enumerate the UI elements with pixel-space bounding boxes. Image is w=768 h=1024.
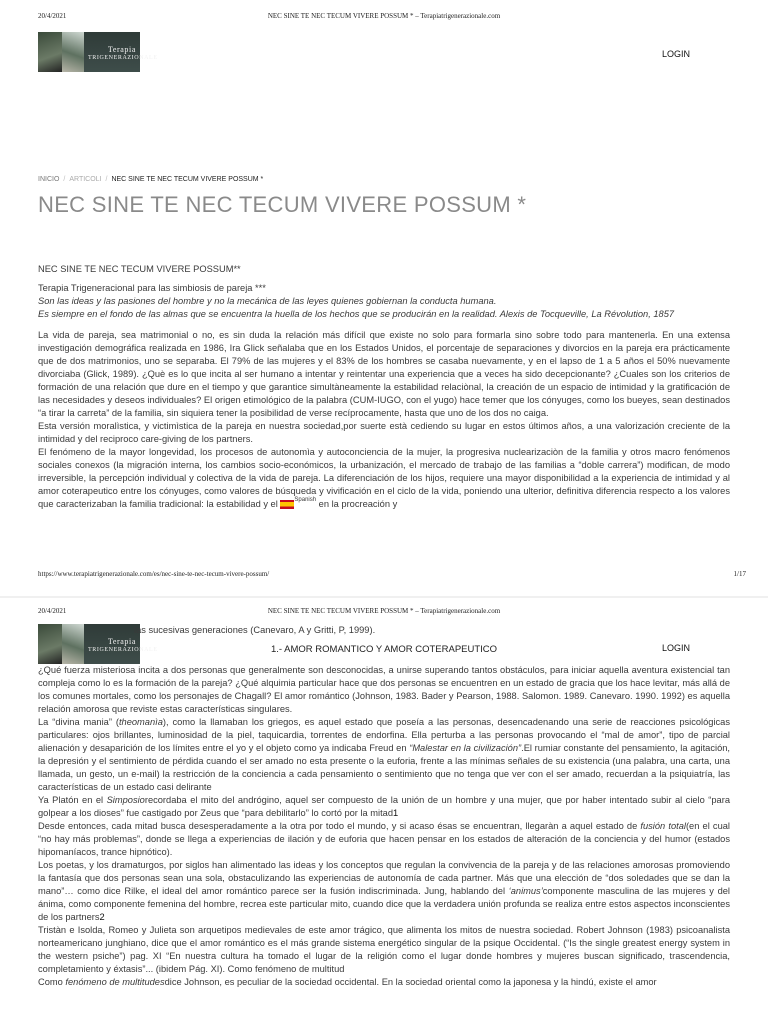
article-body-1 [38, 263, 730, 513]
breadcrumb-separator: / [105, 176, 108, 183]
print-url: https://www.terapiatrigenerazionale.com/es/nec-sine-te-nec-tecum-vivere-possum/ [38, 570, 270, 578]
page-title: NEC SINE TE NEC TECUM VIVERE POSSUM * [38, 192, 527, 217]
logo-photo-left [38, 32, 62, 72]
paragraph: La “divina mania” (theomanìa), como la llamaban los griegos, es aquel estado que poseía a las personas, desencadenando una serie de reacciones psicológicas particulares: ojos brillantes, luminosidad de la piel, taquicardia, torrentes de endorfina. Ella perturba a las personas provocando el “mal de amor”, tipo de parcial alienación y desaparición de los límites entre el yo y el objeto como ya indicaba Freud en “Malestar en la civilización”.El rumiar constante del pensamiento, la agitación, la depresión y el sentimiento de pérdida cuando el ser amado no esta presente o la euforia, frente a las mínimas señales de su existencia (una palabra, una carta, una llamada, un gesto, un e-mail) la restricción de la conciencia a cada pensamiento o sentimiento que no tenga que ver con el ser amado, recuerdan a la psiquiatría, las características de un estado casi delirante [38, 717, 730, 792]
paragraph: Desde entonces, cada mitad busca desesperadamente a la otra por todo el mundo, y si acaso ésas se encuentran, llegaràn a aquel estado de fusión total(en el cual “no hay más problemas”, donde se llega a experiencias de ilación y de euforia que hacen pensar en los estados de alteración de la conciencia y del humor (estados hipomaníacos, trance hipnótico). [38, 821, 730, 857]
print-page-number: 1/17 [733, 570, 746, 578]
language-label[interactable]: Spanish [294, 497, 317, 503]
quote-1: Son las ideas y las pasiones del hombre y no la mecánica de las leyes quienes gobiernan la conducta humana. [38, 296, 497, 306]
breadcrumb-separator: / [63, 176, 66, 183]
print-date: 20/4/2021 [38, 12, 67, 20]
spanish-flag-icon[interactable] [280, 500, 294, 509]
paragraph: El fenómeno de la mayor longevidad, los procesos de autonomìa y autoconciencia de la mujer, la progresiva nuclearizaciòn de la familia y otros macro fenómenos sociales conexos (la migración interna, los cambios socio-económicos, la urbanización, el mercado de trabajo de las familias a “doble carrera”) modifican, de modo irreversible, la percepción individual y colectiva de la vida de pareja. La diferenciación de los hijos, requiere una mayor disponibilidad a la experiencia de intimidad y al amor coterapeutico entre los cónyuges, como valores de búsqueda y vivificación en el ciclo de la vida, poniendo una ulterior, definitiva diferencia respecto a los valores que caracterizaban la familia tradicional: la estabilidad y el $^{Spanish}$ en la procreación y [38, 447, 730, 509]
print-header [0, 12, 768, 24]
paragraph: Como fenómeno de multitudesdice Johnson, es peculiar de la sociedad occidental. En la sociedad oriental como la japonesa y la hindú, existe el amor [38, 977, 657, 987]
logo-photo-right [62, 32, 84, 72]
login-link[interactable]: LOGIN [662, 49, 691, 59]
breadcrumb-current: NEC SINE TE NEC TECUM VIVERE POSSUM * [111, 176, 264, 183]
paragraph: Tristàn e Isolda, Romeo y Julieta son arquetipos medievales de este amor trágico, que alimenta los mitos de nuestra sociedad. Robert Johnson (1983) psicoanalista norteamericano junghiano, dice que el amor romántico es el más grande sistema energético singular de la psique Occidental. (“Is the single greatest energy system in the western psiche”) pag. XI “En nuestra cultura ha tomado el lugar de la religión como el lugar donde hombres y mujeres buscan significado, trascendencia, completamiento y éxtasis”... (ibidem Pág. XI). Como fenómeno de multitud [38, 925, 730, 974]
paragraph: Los poetas, y los dramaturgos, por siglos han alimentado las ideas y los conceptos que regulan la convivencia de la pareja y de las relaciones amorosas promoviendo la fantasía que dos personas sean una sola, obstaculizando las experiencias de autonomía de cada partner. Más que una elección de “dos soledades que se dan la mano”… como dice Rilke, el ideal del amor romántico parece ser la fusión indiscriminada. Jung, hablando del ‘animus’componente masculina de las mujeres y del ánima, como componente femenina del hombre, recrea este particular mito, cuando dice que la verdadera unión profunda se realiza entre estos aspectos inconscientes de los partners2 [38, 860, 730, 922]
paragraph: ¿Qué fuerza misteriosa incita a dos personas que generalmente son desconocidas, a unirse superando tantos obstáculos, para iniciar aquella aventura existencial tan compleja como lo es la formación de la pareja? ¿Qué alquimia particular hace que dos personas se encuentren en un estado de gracia que los hace levitar, más allá de los comunes mortales, como los personajes de Chagall? El amor romántico (Johnson, 1983. Bader y Pearson, 1988. Salomon. 1989. Canevaro. 1990. 1992) es aquella relación amorosa que reviste estas características singulares. [38, 665, 730, 714]
breadcrumb [38, 176, 263, 183]
section-heading: 1.- AMOR ROMANTICO Y AMOR COTERAPEUTICO [270, 644, 498, 655]
print-date: 20/4/2021 [38, 607, 67, 615]
continued-line: las sucesivas generaciones (Canevaro, A y Gritti, P, 1999). [134, 625, 376, 635]
logo-text: Terapia TRIGENERAZIONALE [84, 624, 140, 664]
article-subtitle: NEC SINE TE NEC TECUM VIVERE POSSUM** [38, 264, 241, 274]
paragraph: Esta versión moralìstica, y victimìstica de la pareja en nuestra sociedad,por suerte està cediendo su lugar en estos últimos años, a una valorización creciente de la intimidad y del reciproco care-giving de los partners. [38, 421, 730, 444]
breadcrumb-home[interactable]: INICIO [38, 176, 60, 183]
print-title: NEC SINE TE NEC TECUM VIVERE POSSUM * – Terapiatrigenerazionale.com [267, 12, 501, 20]
paragraph: La vida de pareja, sea matrimonial o no, es sin duda la relación más difícil que existe no solo para formarla sino sobre todo para mantenerla. En una extensa investigación demográfica realizada en 1986, Ira Glick señalaba que en los Estados Unidos, el porcentaje de separaciones y divorcios en la pareja era prácticamente que de dos matrimonios, uno se separaba. El 79% de las mujeres y el 83% de los hombres se casaba nuevamente, y en el lapso de 1 a 5 años el 50% nuevamente divorciaba (Glick, 1989). ¿Què es lo que incita al ser humano a intentar y reintentar una experiencia que a veces ha sido decepcionante? ¿Cuales son los criterios de formación de una relación que dure en el tiempo y que garantice simultàneamente la estabilidad relaciònal, la creación de un espacio de intimidad y la gratificación de las necesidades y deseos individuales? El origen etimológico de la palabra (CUM-IUGO, con el yugo) hace temer que los cónyuges, como los bueyes, sean destinados “a tirar la carreta” de la familia, sin siquiera tener la posibilidad de verse recíprocamente, hasta que uno de los dos no caiga. [38, 330, 730, 418]
login-link[interactable]: LOGIN [662, 643, 691, 653]
print-title: NEC SINE TE NEC TECUM VIVERE POSSUM * – Terapiatrigenerazionale.com [267, 607, 501, 615]
footnote-link[interactable]: 2 [99, 912, 105, 922]
logo-text: Terapia TRIGENERAZIONALE [84, 32, 140, 72]
footnote-link[interactable]: 1 [393, 808, 399, 818]
therapy-line: Terapia Trigeneracional para las simbiosis de pareja *** [38, 283, 266, 293]
quote-2: Es siempre en el fondo de las almas que se encuentra la huella de los hechos que se producirán en la realidad. Alexis de Tocqueville, La Révolution, 1857 [38, 309, 675, 319]
paragraph: Ya Platón en el Simposiorecordaba el mito del andrógino, aquel ser compuesto de la unión de un hombre y una mujer, que por haber intentado subir al cielo “para golpear a los dioses” fue castigado por Zeus que “para debilitarlo” lo cortó por la mitad1 [38, 795, 730, 818]
site-logo[interactable] [38, 32, 158, 72]
article-body-2 [38, 664, 730, 989]
print-header [0, 607, 768, 619]
breadcrumb-articles[interactable]: ARTICOLI [69, 176, 102, 183]
